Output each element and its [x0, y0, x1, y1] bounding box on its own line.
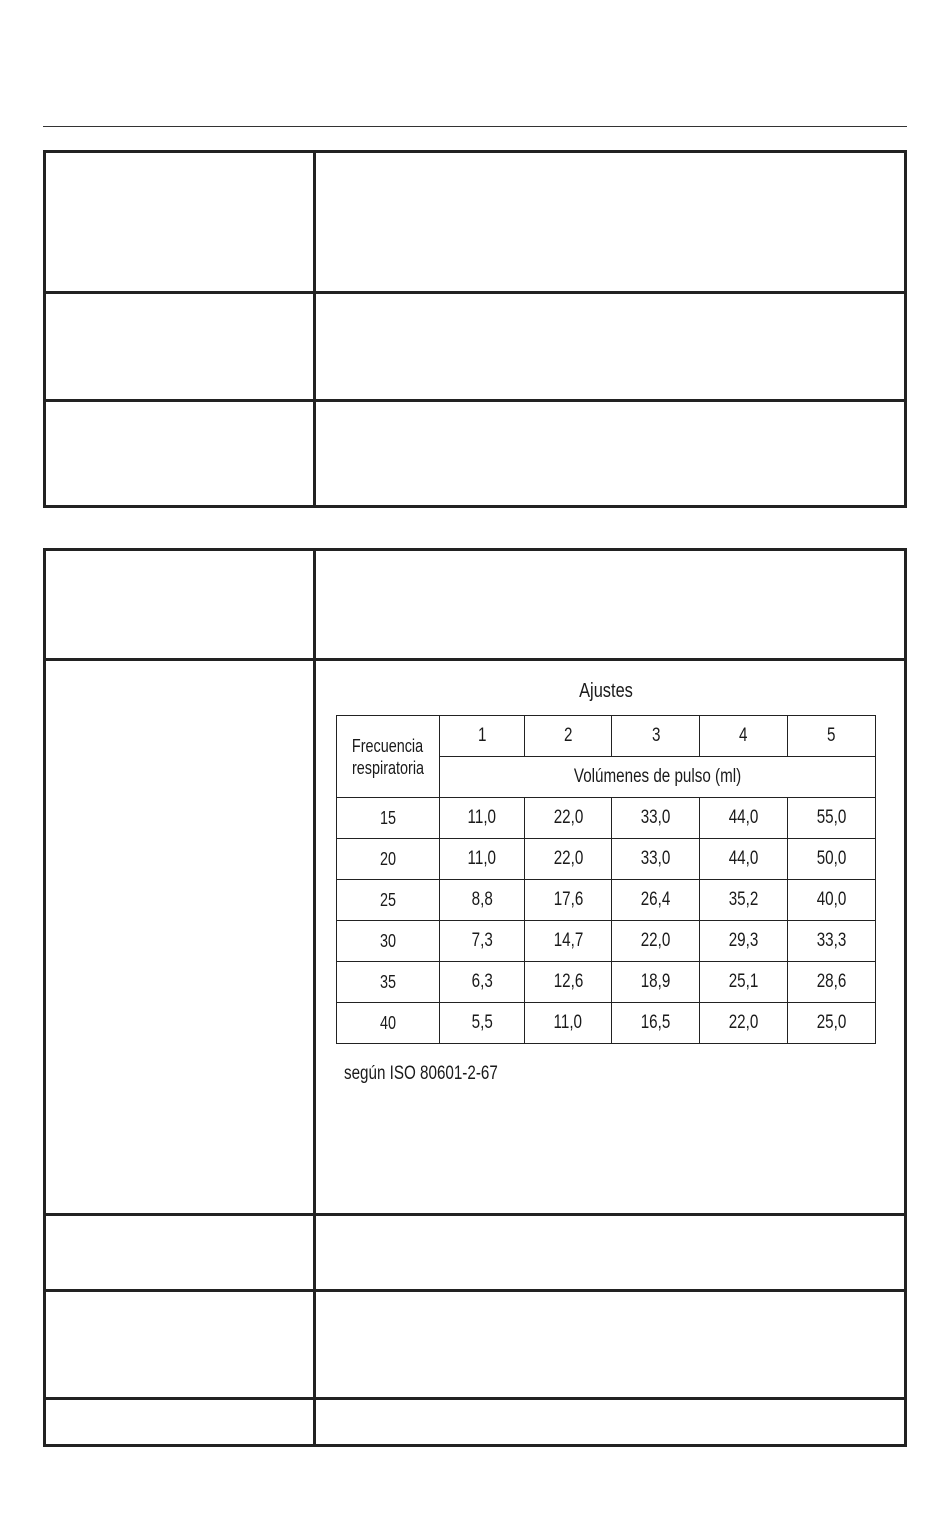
volume-cell: 25,1	[700, 962, 788, 1003]
table-row	[337, 839, 876, 880]
volume-cell: 6,3	[440, 962, 525, 1003]
settings-header-row	[337, 716, 876, 757]
pulse-volume-table	[336, 715, 876, 1044]
volume-cell: 8,8	[440, 880, 525, 921]
pulse-table-title: Ajustes	[579, 680, 633, 702]
volume-cell: 40,0	[788, 880, 876, 921]
column-divider	[313, 551, 316, 1444]
volume-cell: 16,5	[612, 1003, 700, 1044]
volume-cell: 25,0	[788, 1003, 876, 1044]
volume-cell: 22,0	[524, 839, 612, 880]
rr-cell: 25	[337, 880, 440, 921]
header-rule	[43, 126, 907, 127]
setting-header: 3	[612, 716, 700, 757]
table-row	[337, 880, 876, 921]
setting-header: 2	[524, 716, 612, 757]
row-divider	[46, 1213, 904, 1216]
iso-standard-note: según ISO 80601-2-67	[344, 1063, 498, 1084]
row-divider	[46, 291, 904, 294]
table-row	[337, 962, 876, 1003]
rr-cell: 40	[337, 1003, 440, 1044]
volume-cell: 14,7	[524, 921, 612, 962]
rr-label-line1: Frecuencia	[352, 735, 424, 756]
volume-cell: 11,0	[440, 839, 525, 880]
volume-cell: 29,3	[700, 921, 788, 962]
volume-cell: 22,0	[612, 921, 700, 962]
volume-cell: 11,0	[524, 1003, 612, 1044]
table-row	[337, 798, 876, 839]
volume-cell: 17,6	[524, 880, 612, 921]
setting-header: 1	[440, 716, 525, 757]
rr-cell: 30	[337, 921, 440, 962]
volume-cell: 33,3	[788, 921, 876, 962]
volume-cell: 18,9	[612, 962, 700, 1003]
volume-cell: 11,0	[440, 798, 525, 839]
volume-cell: 26,4	[612, 880, 700, 921]
rr-cell: 20	[337, 839, 440, 880]
table-row	[337, 921, 876, 962]
rr-label-line2: respiratoria	[351, 757, 425, 778]
volume-cell: 22,0	[700, 1003, 788, 1044]
table-row	[337, 1003, 876, 1044]
volume-cell: 44,0	[700, 798, 788, 839]
setting-header: 4	[700, 716, 788, 757]
rr-cell: 35	[337, 962, 440, 1003]
volume-cell: 28,6	[788, 962, 876, 1003]
volume-cell: 5,5	[440, 1003, 525, 1044]
row-divider	[46, 658, 904, 661]
volume-label-cell: Volúmenes de pulso (ml)	[440, 757, 876, 798]
volume-cell: 35,2	[700, 880, 788, 921]
volume-cell: 7,3	[440, 921, 525, 962]
volume-cell: 50,0	[788, 839, 876, 880]
row-divider	[46, 1289, 904, 1292]
volume-cell: 12,6	[524, 962, 612, 1003]
row-divider	[46, 1397, 904, 1400]
rr-header-cell	[337, 716, 440, 798]
rr-cell: 15	[337, 798, 440, 839]
spec-table-upper	[43, 150, 907, 508]
volume-cell: 33,0	[612, 798, 700, 839]
volume-cell: 55,0	[788, 798, 876, 839]
volume-cell: 44,0	[700, 839, 788, 880]
row-divider	[46, 399, 904, 402]
volume-cell: 33,0	[612, 839, 700, 880]
volume-cell: 22,0	[524, 798, 612, 839]
setting-header: 5	[788, 716, 876, 757]
column-divider	[313, 153, 316, 505]
